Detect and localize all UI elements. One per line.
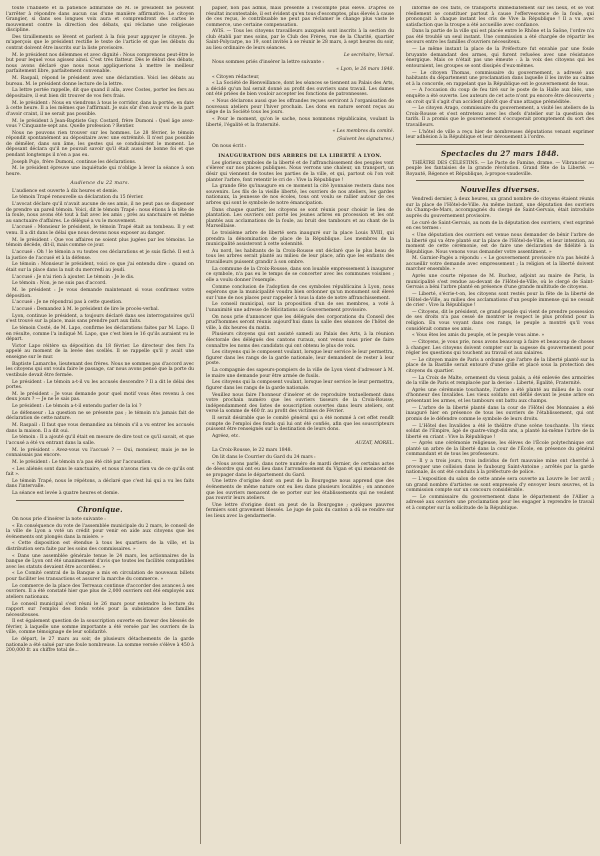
signature-line: Le secrétaire, Vernal. [343, 52, 394, 58]
article-paragraph: — La Croix de Malte, ornement du vieux palais, a été enlevée des armoiries de la ville de Paris et remplacée par la devise : Liberté, Égalité, Fraternité. [406, 375, 594, 387]
article-paragraph: toute l'habileté et la patience admirable de M. le président ne peuvent l'arrêter à répondre dans aucun cas d'une manière affirmative. Le citoyen Grangier, si dans ses longues voix aura et comprendront des cartes le mouvement contre la direction des débats, qui réclame une religieuse discipline. [6, 6, 194, 34]
article-paragraph: « Nous avons parlé, dans notre numéro de mardi dernier, de certains actes de désordre qui ont eu lieu dans l'arrondissement du Vigan et qui menacent de se propager dans le département du Gard. [206, 461, 394, 478]
article-paragraph: Le troisième arbre de liberté sera inauguré sur la place Louis XVIII, qui prendra la dénomination de place de la République. Les membres de la municipalité assisteront à cette solennité. [206, 231, 394, 248]
article-paragraph: Le président : Le témoin a-t-il vu les accusés descendre ? Il a dit le délai des portes. [6, 379, 194, 391]
article-paragraph: L'audience est ouverte à dix heures et demie. [12, 188, 119, 194]
article-paragraph: Une lettre d'origine dont on peut de la Bourgogne nous apprend que des événements de même nature ont eu lieu dans plusieurs localités ; on annonce que les ouvriers menacent de se porter sur les établissements qui ne veulent pas rouvrir leurs ateliers. [206, 479, 394, 502]
article-paragraph: Le témoin Trapé, nous le répétons, a déclaré que c'est lui qui a vu les faits dans l'intervalle. [6, 478, 194, 490]
article-paragraph: Les glorieux symboles de la liberté et de l'affranchissement des peuples vont s'élever sur nos places publiques. Nous verrons une chaleur, un transport, un désir qui viennent de toutes les parties de la ville, et qui, partout où l'on voit planter l'arbre, font retentir le cri de : Vive la République ! [206, 160, 394, 183]
article-paragraph: « Cette disposition est étendue à tous les quartiers de la ville, et la distribution sera faite par les soins des commissaires. » [6, 541, 194, 552]
article-paragraph: « Dans une assemblée générale tenue le 24 mars, les actionnaires de la banque de Lyon ont été unanimement d'avis que toutes les facilités compatibles avec les statuts devaient être accordées. » [6, 553, 194, 570]
article-paragraph: Vendredi dernier, à deux heures, un grand nombre de citoyens étaient réunis sur la place de l'Hôtel-de-Ville. Au même instant, une députation des ouvriers du Champ-de-Mars, accompagnés du clergé de Saint-Gervais, était introduite auprès du gouvernement provisoire. [406, 197, 594, 219]
article-paragraph: M. le président : Je vous demande pour quel motif vous êtes revenu à ces deux jours ? — Je ne le sais pas. [6, 391, 194, 403]
article-paragraph: — L'hôtel de ville a reçu hier de nombreuses députations venant exprimer leur adhésion à la République et leur dévouement à l'ordre. [406, 129, 594, 141]
article-paragraph: Le président : Le témoin a-t-il entendu parler de la loi ? [12, 404, 142, 410]
article-paragraph: L'avocat déclare qu'il n'avait aucune de ses amis, il ne peut pas se dispenser de prendre un pareil témoin. Voici, dit le témoin Trapé : nous étions à la tête de la foule, nous avons été tout à fait avec les amis ; près au sanctuaire et même au sanctuaire d'affaires. Le délégué a vu le mouvement. [6, 202, 194, 224]
article-paragraph: L'accusé : Oh ! le témoin a vu toutes ces déclarations et je suis fâché. Il est à la justice de l'accusé et à la défense. [6, 249, 194, 261]
article-paragraph: « Citoyen rédacteur, [212, 74, 260, 80]
article-paragraph: — Il y a trois jours, trois individus de fort mauvaise mine ont cherché à provoquer une collision dans le faubourg Saint-Antoine ; arrêtés par la garde nationale, ils ont été conduits à la préfecture de police. [406, 459, 594, 476]
article-paragraph: « Pour le moment, qu'on le sache, nous nommons républicains, voulant la liberté, l'égalité et la fraternité. [206, 116, 394, 128]
article-paragraph: — Liberté, s'écrie-t-on, les citoyens sont restés pour la fête de la liberté de l'Hôtel-de-Ville, au milieu des acclamations d'un peuple immense qui ne cessait de crier : Vive la République ! [406, 292, 594, 309]
article-paragraph: On nous écrit : [212, 144, 247, 150]
article-paragraph: La Croix-Rousse, le 22 mars 1848. [212, 448, 293, 454]
article-paragraph: — Le commissaire du gouvernement dans le département de l'Allier a adressé aux ouvriers une proclamation pour les engager à reprendre le travail et à compter sur la sollicitude de la République. [406, 494, 594, 511]
article-paragraph: informé de ces faits, ce transports immédiatement sur les lieux, et se voit réellement se constituer partout à cause l'effervescence de la foule, qui prononçait à chaque instant les cris de Vive la République ! Il a vu avec satisfaction que la troupe a été accueillie avec confiance. [406, 6, 594, 28]
article-paragraph: — Le même instant la place de la Préfecture fut envahie par une foule bruyante demandant des armes, qui furent refusées avec une résistance énergique. Mais ce n'était pas une émeute : à la voix des citoyens qui les entouraient, les groupes se sont dissipés d'eux-mêmes. [406, 47, 594, 69]
section-divider [416, 144, 584, 145]
article-paragraph: Il est également question de la souscription ouverte en faveur des blessés de février, à laquelle une somme importante a été versée par les ouvriers de la ville, comme témoignage de leur solidarité. [6, 619, 194, 636]
article-paragraph: M. le président : Le témoin n'a pas été cité par l'accusation. [12, 459, 152, 465]
section-heading: Chronique. [77, 504, 123, 514]
signature-line: « Lyon, le 26 mars 1848. [336, 67, 394, 73]
article-paragraph: M. le président : Avez-vous vu l'accusé ? — Oui, monsieur, mais je ne le connaissais pas encore. [6, 447, 194, 459]
article-paragraph: La compagnie des sapeurs-pompiers de la ville de Lyon vient d'adresser à M. le maire une demande pour être armée de fusils. [206, 368, 394, 379]
article-paragraph: Les citoyens qui la composent voulant, lorsque leur service le leur permettra, figurer dans les rangs de la garde nationale. [206, 380, 394, 391]
article-paragraph: Le commerce de la place des Terreaux continue d'accorder des avances à ses ouvriers. Il a été constaté hier que plus de 2,000 ouvriers ont été employés aux ateliers nationaux. [6, 583, 194, 600]
article-paragraph: Nous ne pouvons rien trouver sur les hommes. Le 28 février, le témoin répondit spontanément au dépositaire avec une extrémité. Il n'est pas possible de démêler, dans son âme, les gestes qui se conduisirent le moment. Le déposant déclara qu'il ne pouvait savoir qu'il était aussi de bonne foi et que pendant longtemps il n'en a pas eu. [6, 130, 194, 158]
article-paragraph: — L'exposition du salon de cette année sera ouverte au Louvre le 1er avril ; un grand nombre d'artistes se sont empressés d'y envoyer leurs œuvres, et la commission compte sur un concours considérable. [406, 477, 594, 494]
article-paragraph: La séance est levée à quatre heures et demie. [12, 491, 119, 497]
article-paragraph: Dans chaque quartier, les citoyens se sont réunis pour choisir le lieu de plantation. Les ouvriers ont porté les jeunes arbres en procession et les ont plantés aux acclamations de la foule, au bruit des tambours et au chant de la Marseillaise. [206, 207, 394, 230]
section-divider [416, 180, 584, 181]
article-paragraph: — L'Hôtel des Invalides a été le théâtre d'une scène touchante. Un vieux soldat de l'Empire, âgé de quatre-vingt-dix ans, a planté lui-même l'arbre de la liberté en criant : Vive la République ! [406, 423, 594, 440]
article-paragraph: — A l'occasion du coup de feu tiré sur le poste de la Halle aux blés, une enquête a été ouverte. Les auteurs de cet acte n'ont pu encore être découverts ; on croit qu'il s'agit d'un accident plutôt que d'une attaque préméditée. [406, 88, 594, 105]
signature-line: « Les membres du comité. [332, 129, 394, 135]
article-paragraph: M. le président : Que vos affaires ne soient plus jugées par les témoins. Le témoin décède, dit-il, mais comme ce jour. [6, 237, 194, 249]
article-paragraph: Les citoyens qui le composent voulant, lorsque leur service le leur permettra, figurer dans les rangs de la garde nationale, leur demandent de rester à leur poste. [206, 350, 394, 367]
article-paragraph: M. le président : Je vous demande maintenant si vous confirmez votre déposition. [6, 287, 194, 299]
article-paragraph: Le curé de Saint-Gervais, au nom de la députation des ouvriers, s'est exprimé en ces termes : [406, 220, 594, 232]
article-paragraph: On nous prie d'insérer la note suivante : [12, 516, 106, 522]
article-paragraph: Le défenseur : La question ne se présente pas ; le témoin n'a jamais fait de déclaration de cette nature. [6, 410, 194, 422]
article-paragraph: AVIS. — Tous les citoyens travailleurs auxquels sont inscrits à la section du club établi par mes soins, par le Club des Frères, rue de la Charité, quartier Saint-Polycarpe, no 19, sont invités à se réunir le 28 mars, à sept heures du soir, au lieu ordinaire de leurs séances. [206, 29, 394, 52]
article-paragraph: L'accusé : Monsieur le président, le témoin Trapé était au tombeau. Il y est venu. Il a dit dans le délai que nous devons nous exposer au danger. [6, 225, 194, 236]
article-paragraph: Le conseil municipal, sur la proposition d'un de ses membres, a voté à l'unanimité une adresse de félicitations au Gouvernement provisoire. [206, 302, 394, 313]
column-left [6, 6, 194, 844]
article-paragraph: Le témoin Trapé renouvelle sa déclaration du 15 février. [12, 195, 144, 201]
article-paragraph: « La Société de Bienveillance, dont les séances se tiennent au Palais des Arts, a décidé qu'un bal serait donné au profit des ouvriers sans travail. Les dames ont été priées de bien vouloir accepter les fonctions de patronnesses. [206, 81, 394, 98]
signature-line: AUZAT, MOREL. [355, 440, 394, 446]
article-paragraph: M. le président nos délemmes et avec dignité : Nous comprenons peut-être le but pour lequel vous agissez ainsi. C'est très flatteur. Dès le début des débats, nous avons déclaré que nous nous appliquerions à mettre le meilleur parfaitement libre, parfaitement convenable. [6, 52, 194, 75]
article-paragraph: Comme conclusion de l'adoption de ces symboles républicains à Lyon, nous espérons que la municipalité voudra bien ordonner qu'un monument soit élevé sur l'une de nos places pour rappeler à tous la date de notre affranchissement. [206, 284, 394, 301]
article-paragraph: On lit dans le Courrier du Gard du 24 mars : [212, 454, 316, 460]
article-paragraph: — Après une cérémonie religieuse, les élèves de l'École polytechnique ont planté un arbre de la liberté dans la cour de l'École, en présence du général commandant et de tous les professeurs. [406, 441, 594, 458]
section-heading: Spectacles du 27 mars 1848. [440, 148, 560, 158]
article-paragraph: — Citoyens, je vous prie, nous avons beaucoup à faire et beaucoup de choses à changer. Les citoyens doivent compter sur la sagesse du gouvernement pour régler les questions qui touchent au travail et aux salaires. [406, 339, 594, 357]
article-paragraph: Après une courte réponse de M. Buchez, adjoint au maire de Paris, la municipalité s'est rendue au-devant de l'Hôtel-de-Ville, où le clergé de Saint-Gervais a béni l'arbre planté en présence d'une grande multitude de citoyens. [406, 274, 594, 291]
column-middle [200, 6, 394, 844]
article-paragraph: M. le président épreuve une inquiétude qui n'oblige à lever la séance à son heure. [6, 166, 194, 177]
article-paragraph: Victor Lapo réitère sa déposition du 18 février. Le directeur des fers l'a appelé au moment de la levée des scellés. Il se rappelle qu'il y avait une enseigne sur le mur. [6, 343, 194, 360]
article-paragraph: Le témoin : Monsieur le président, voici ce que j'ai entendu dire : quand on était sur la place dans la nuit du mercredi au jeudi. [6, 262, 194, 273]
article-paragraph: M. le président : Nous en viendrons à tous le corridor, dans la portée, en date à cette heure. Il a les mêmes que l'affirmait. Je suis sûr d'en avoir vu de la part d'avoir craint, il ne serait pas possible. [6, 100, 194, 117]
article-paragraph: La grande fête qu'inaugure en ce moment la cité lyonnaise restera dans nos souvenirs. Les fils de la vieille liberté, les ouvriers de nos ateliers, les gardes nationaux, la jeunesse de nos écoles, tous ont voulu se rallier autour de ces arbres qui sont le symbole de notre émancipation. [206, 184, 394, 206]
article-paragraph: On nous prie d'annoncer que les délégués des corporations du Conseil des prud'hommes seront réunis aujourd'hui dans la salle des séances de l'hôtel de ville, à dix heures du matin. [206, 314, 394, 331]
article-paragraph: Le conseil municipal s'est réuni le 26 mars pour entendre la lecture du rapport sur l'emploi des fonds votés pour la subsistance des familles nécessiteuses. [6, 601, 194, 618]
article-paragraph: Des tiraillements se lèvent et parlent à la fois pour appuyer le citoyen. Je m'aperçois que le président rectifie le texte de l'article et que les débuts du contrat doivent être inscrits sur la liste provisoire. [6, 34, 194, 52]
column-right [400, 6, 594, 844]
article-paragraph: Le témoin Costé, de M. Lapo, confirme les déclarations faites par M. Lapo. Il en résulte, comme l'a indiqué M. Lapo, que c'est bien le 16 qu'ils auraient vu le départ. [6, 326, 194, 343]
article-paragraph: « Une députation des ouvriers est venue nous demander de bénir l'arbre de la liberté qui va être planté sur la place de l'Hôtel-de-Ville, et leur intention, au moment de cette cérémonie, est de faire une déclaration de fidélité à la République. Nous venons vous demander votre assentiment. » [406, 233, 594, 255]
article-paragraph: Il serait désirable que le comité général qui a été nommé à cet effet rendît compte de l'emploi des fonds qui lui ont été confiés, afin que les souscripteurs puissent être renseignés sur la destination de leurs dons. [206, 416, 394, 433]
article-paragraph: Au nord, les habitants de la Croix-Rousse ont déclaré que le plus beau de tous les arbres serait planté au milieu de leur place, afin que les enfants des travailleurs puissent grandir à son ombre. [206, 248, 394, 265]
article-paragraph: Le témoin : Non, je ne suis pas d'accord. [12, 281, 107, 287]
article-paragraph: « Le Comité central de la Banque a mis en circulation de nouveaux billets pour faciliter les transactions et assurer la marche du commerce. » [6, 571, 194, 582]
section-divider [16, 500, 184, 501]
article-paragraph: « Les aliénés sont dans le sanctuaire, et nous n'avons rien vu de ce qu'ils ont fait ». [6, 466, 194, 478]
article-paragraph: Plusieurs citoyens qui ont assisté samedi au Palais des Arts, à la réunion électorale des délégués des cantons ruraux, sont venus nous prier de faire connaître les noms des candidats qui ont obtenu le plus de voix. [206, 332, 394, 349]
newspaper-page [6, 6, 594, 844]
article-paragraph: Après une cérémonie touchante, l'arbre a été planté au milieu de la cour d'honneur des Invalides. Les vieux soldats ont défilé devant le jeune arbre en présentant les armes, et les tambours ont battu aux champs. [406, 387, 594, 404]
article-paragraph: Baptiste Lamarche, lieutenant des frères. Nous ne sommes pas d'accord avec les citoyens qui ont voulu faire le passage, car nous avons pensé que la porte du vestibule devait être fermée. [6, 361, 194, 378]
article-paragraph: THÉÂTRE DES CÉLESTINS. — Le Pacte de Famine, drame. — Vibrancier au peuple les fantaisies de la grande révolution. Grand fête de la Liberté. — Royauté, Régence et République, à-propos-vaudeville. [406, 160, 594, 177]
article-paragraph: Dans la partie de la ville qui est placée entre le Rhône et la Saône, l'ordre n'a pas été troublé un seul instant. Une commission a été chargée de répartir les secours entre les familles d'ouvriers nécessiteux. [406, 29, 594, 46]
article-paragraph: Une lettre d'origine dont on peut de la Bourgogne ; quelques pauvres fermiers sont gravement blessés. Le juge de paix du canton a dû se rendre sur les lieux avec la gendarmerie. [206, 502, 394, 519]
session-date: Audience du 22 mars. [70, 180, 130, 186]
article-paragraph: « Nous déclarons aussi que les offrandes reçues serviront à l'organisation de nouveaux ateliers pour l'hiver prochain. Les dons en nature seront reçus au siège de la Société tous les jours. [206, 99, 394, 116]
article-paragraph: « En conséquence du vote de l'assemblée municipale du 2 mars, le conseil de la ville de Lyon a voté un crédit pour venir en aide aux citoyens que les événements ont plongés dans la misère. » [6, 523, 194, 540]
article-paragraph: M. le président à Jean-Baptiste Guy. Costard, frère Dumoni : Quel âge avez-vous ? Cinquante-sept ans. Quelle profession ? Rentier. [6, 118, 194, 130]
article-paragraph: Le départ, le 27 mars au soir, de plusieurs détachements de la garde nationale a été salué par une foule nombreuse. La somme versée s'élève à 450 à 200,000 fr. au chiffre total de... [6, 637, 194, 654]
article-paragraph: L'accusé : Je ne répondrai pas à cette question. [12, 300, 123, 306]
article-paragraph: Agréez, etc. [212, 433, 240, 439]
article-paragraph: La lettre portée rappelle, dit que quand il alla, avec Costes, porter les fers au dépositaire, il eut bien dit trouver de vos fers frais. [6, 88, 194, 99]
section-heading: Nouvelles diverses. [460, 185, 540, 195]
article-paragraph: M. Raspail : Il faut que vous demandiez au témoin s'il a vu entrer les accusés dans la maison. Il a dit oui. [6, 423, 194, 434]
article-paragraph: papier, non pas admis, mais présenté à l'escompte plus élevé. D'après ce résultat incontestable, il est évident qu'en tous d'escomptes, plus élevés à cause de ces reçus, le contribuable ne peut pas réclamer le change plus vaste le commerce, une certaine compensation. [206, 6, 394, 28]
article-paragraph: — L'arbre de la liberté planté dans la cour de l'Hôtel des Monnaies a été inauguré hier en présence de tous les ouvriers de l'établissement, qui ont promis de le défendre comme le symbole de leurs droits. [406, 405, 594, 422]
article-paragraph: La commune de la Croix-Rousse, dans son louable empressement à inaugurer ce symbole, n'a pas eu le temps de se concerter avec les communes voisines ; elle a voulu donner l'exemple. [206, 266, 394, 283]
article-paragraph: — Le citoyen Thomas, commissaire du gouvernement, a adressé aux habitants du département une proclamation dans laquelle il les invite au calme et à la concorde, en rappelant que la République est le gouvernement de tous. [406, 70, 594, 87]
article-paragraph: « Vous êtes les amis du peuple, et le peuple vous aime. » [412, 333, 545, 339]
article-paragraph: M. Raspail, répond le président avec une déclaration. Voici les débats au bureau. M. le président donne lecture de la lettre. [6, 76, 194, 87]
signature-line: (Suivent les signatures.) [337, 136, 394, 142]
article-paragraph: — Le citoyen maire de Paris a ordonné que l'arbre de la liberté planté sur la place de la Bastille serait entouré d'une grille et placé sous la protection des citoyens du quartier. [406, 357, 594, 374]
article-paragraph: Joseph Pujo, frère Dumoni, continue les déclarations. [12, 159, 137, 165]
article-paragraph: Le témoin : Il a ajouté qu'il était en mesure de dire tout ce qu'il savait, et que l'accusé a été vu entrant dans la salle. [6, 435, 194, 446]
article-subheading: INAUGURATION DES ARBRES DE LA LIBERTÉ A LYON. [218, 152, 382, 159]
article-paragraph: Veuillez nous faire l'honneur d'insérer et de reproduire textuellement dans votre prochain numéro que les ouvriers tisseurs de la Croix-Rousse, indépendamment des listes de souscription ouvertes dans leurs ateliers, ont versé la somme de 460 fr. au profit des victimes de Février. [206, 392, 394, 415]
article-paragraph: Nous sommes priés d'insérer la lettre suivante : [212, 60, 324, 66]
article-paragraph: — Le citoyen Arago, commissaire du gouvernement, a visité les ateliers de la Croix-Rousse et s'est entretenu avec les chefs d'atelier sur la question des tarifs. Il a promis que le gouvernement s'occuperait promptement du sort des travailleurs. [406, 106, 594, 128]
article-paragraph: — Citoyens, dit le président, ce grand peuple qui vient de prendre possession de ses droits n'a pas cessé de montrer le respect le plus profond pour la religion. En vous voyant dans ces rangs, le peuple a montré qu'il vous considérait comme ses amis. [406, 309, 594, 332]
article-paragraph: L'accusé : Demandez à M. le président de lire le procès-verbal. [12, 307, 160, 312]
article-paragraph: L'accusé : Je n'ai rien à ajouter. Le témoin : Je le dis. [12, 274, 135, 280]
article-paragraph: Lyon, continue le président, a toujours déclaré dans ses interrogatoires qu'il s'est trouvé sur la place, mais sans prendre part aux faits. [6, 313, 194, 325]
article-paragraph: M. Garnier-Pagès a répondu : « Le gouvernement provisoire n'a pas hésité à accueillir votre demande avec empressement ; la religion et la liberté doivent marcher ensemble. » [406, 256, 594, 273]
